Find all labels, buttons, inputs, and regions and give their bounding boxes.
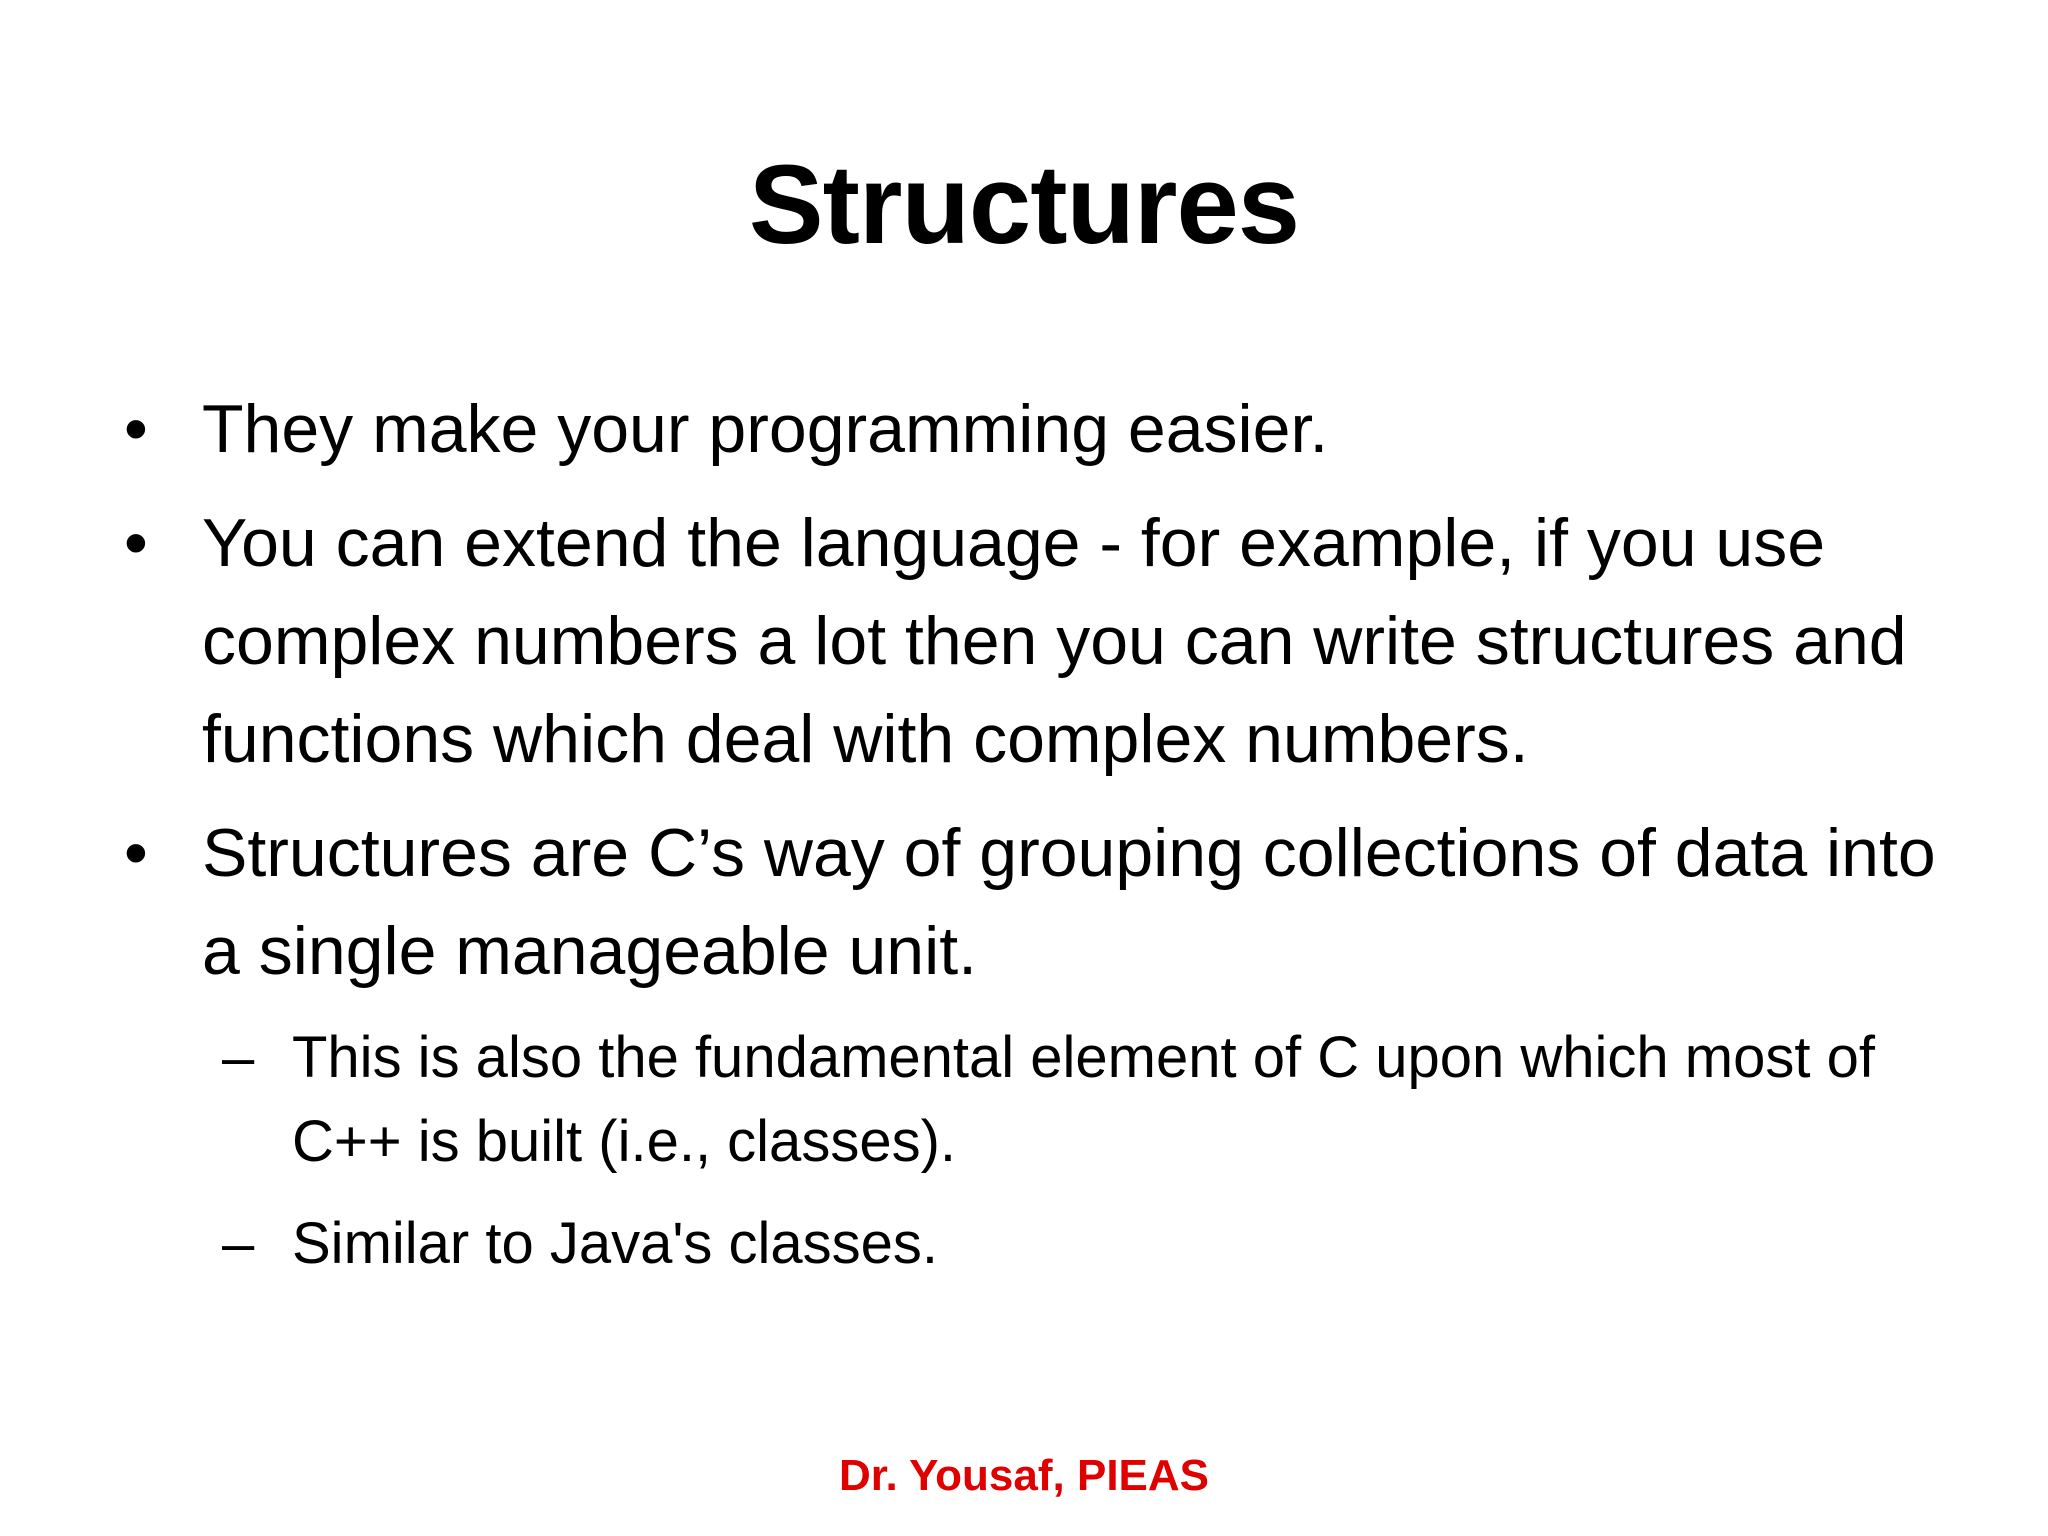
sub-bullet-item xyxy=(222,1202,1960,1286)
sub-bullet-marker: – xyxy=(222,1211,255,1276)
bullet-item xyxy=(120,804,1960,1000)
bullet-text: They make your programming easier. xyxy=(202,391,1329,467)
bullet-marker: • xyxy=(124,815,148,891)
bullet-text: You can extend the language - for example, if you use complex numbers a lot then you can write structures and functions which deal with complex numbers. xyxy=(202,505,1907,777)
bullet-marker: • xyxy=(124,505,148,581)
slide-title: Structures xyxy=(748,142,1300,267)
sub-bullet-marker: – xyxy=(222,1025,255,1090)
sub-bullet-text: Similar to Java's classes. xyxy=(292,1211,939,1276)
slide-content xyxy=(120,380,1960,1304)
slide-footer: Dr. Yousaf, PIEAS xyxy=(838,1451,1210,1500)
sub-bullet-item xyxy=(222,1016,1960,1184)
bullet-item xyxy=(120,380,1960,478)
sub-bullet-text: This is also the fundamental element of C upon which most of C++ is built (i.e., classes). xyxy=(292,1025,1875,1174)
bullet-text: Structures are C’s way of grouping collections of data into a single manageable unit. xyxy=(202,815,1936,989)
bullet-item xyxy=(120,494,1960,788)
bullet-marker: • xyxy=(124,391,148,467)
